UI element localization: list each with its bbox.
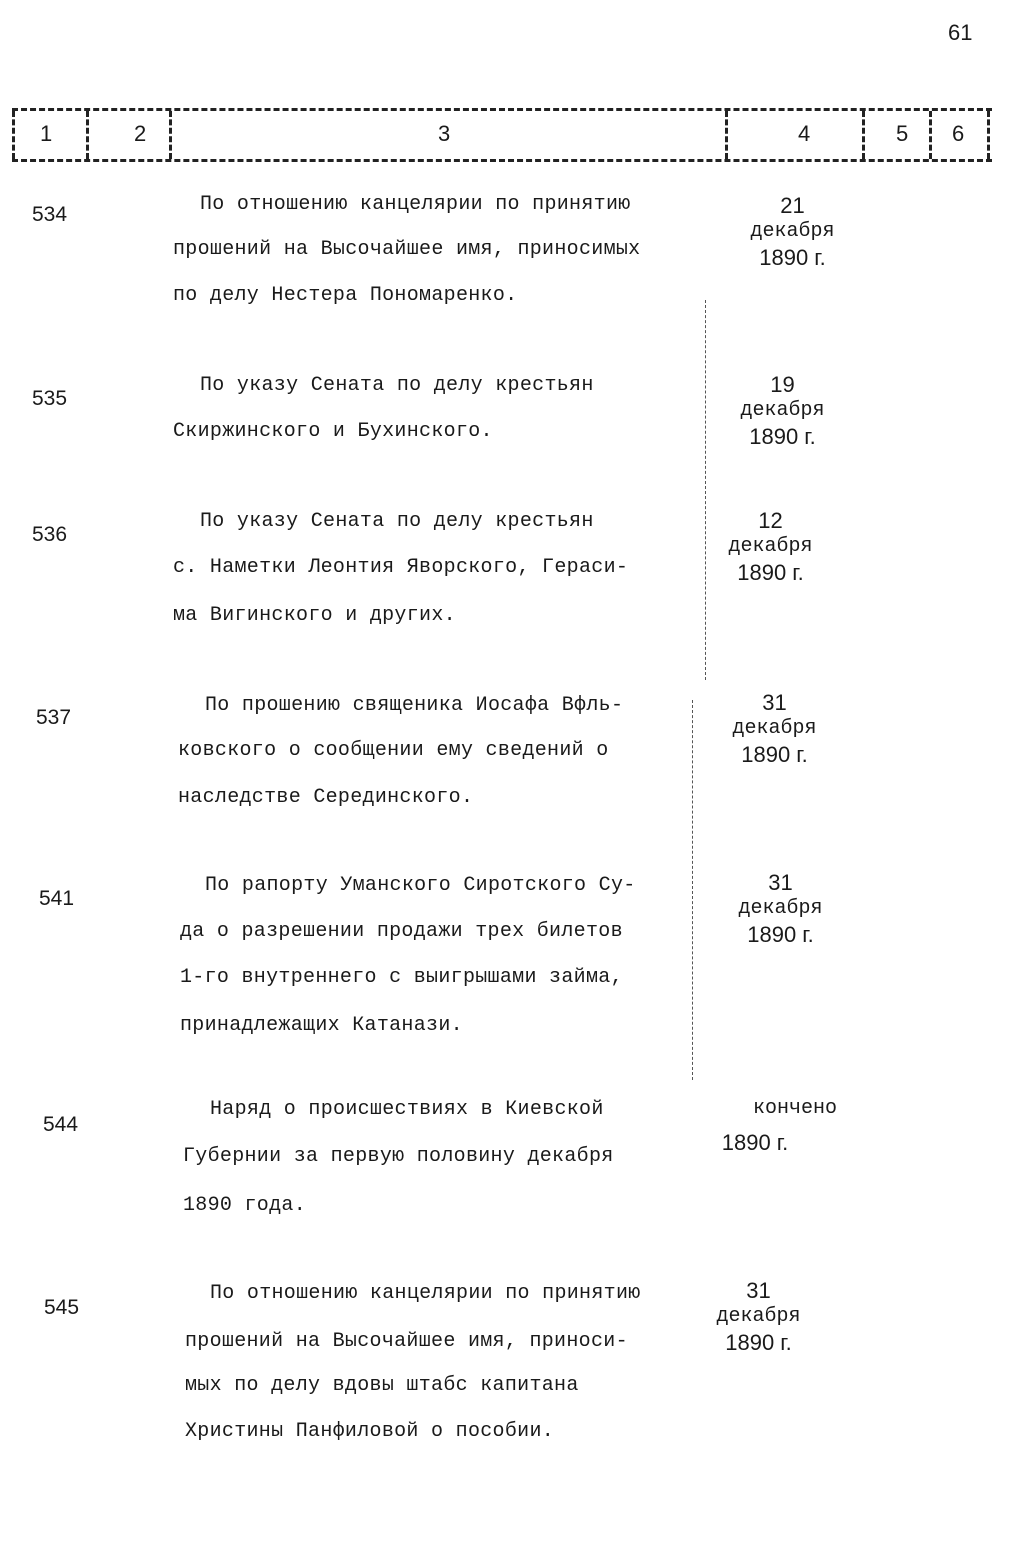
entry-date xyxy=(728,870,833,948)
date-year: 1890 г. xyxy=(747,922,814,947)
entry-date xyxy=(730,372,835,450)
entry-number: 541 xyxy=(39,887,75,910)
date-day: 19 xyxy=(770,372,795,397)
date-year: 1890 г. xyxy=(725,1330,792,1355)
date-day: 31 xyxy=(762,690,787,715)
date-year: 1890 г. xyxy=(749,424,816,449)
entry-date xyxy=(722,690,827,768)
entry-text-line: По отношению канцелярии по принятию xyxy=(200,193,631,216)
entry-number: 537 xyxy=(36,706,72,729)
entry-text-line: принадлежащих Катанази. xyxy=(180,1014,463,1037)
column-divider xyxy=(929,111,932,159)
column-divider xyxy=(987,111,990,159)
entry-text-line: Губернии за первую половину декабря xyxy=(183,1145,614,1168)
entry-date xyxy=(706,1278,811,1356)
entry-text-line: Скиржинского и Бухинского. xyxy=(173,420,493,443)
column-divider xyxy=(725,111,728,159)
column-label: 2 xyxy=(134,121,147,146)
entry-text-line: с. Наметки Леонтия Яворского, Гераси- xyxy=(173,556,629,579)
date-month: декабря xyxy=(750,220,835,243)
date-year: 1890 г. xyxy=(721,1130,789,1155)
entry-date xyxy=(740,193,845,271)
entry-text-line: ма Вигинского и других. xyxy=(173,604,456,627)
date-month: декабря xyxy=(732,717,817,740)
entry-text-line: да о разрешении продажи трех билетов xyxy=(180,920,623,943)
page-number: 61 xyxy=(948,20,973,45)
entry-date xyxy=(718,508,823,586)
entry-number: 544 xyxy=(43,1113,79,1136)
column-label: 6 xyxy=(952,121,965,146)
column-label: 1 xyxy=(40,121,53,146)
entry-text-line: По рапорту Уманского Сиротского Су- xyxy=(205,874,636,897)
entry-text-line: Наряд о происшествиях в Киевской xyxy=(210,1098,604,1121)
entry-number: 545 xyxy=(44,1296,80,1319)
date-month: декабря xyxy=(738,897,823,920)
margin-line xyxy=(705,300,706,680)
date-day: 31 xyxy=(746,1278,771,1303)
date-year: 1890 г. xyxy=(741,742,808,767)
margin-line xyxy=(692,700,693,1080)
date-day: 21 xyxy=(780,193,805,218)
entry-number: 535 xyxy=(32,387,68,410)
date-day: 12 xyxy=(758,508,783,533)
entry-text-line: Христины Панфиловой о пособии. xyxy=(185,1420,555,1443)
entry-text-line: прошений на Высочайшее имя, приноси- xyxy=(185,1330,628,1353)
entry-number: 534 xyxy=(32,203,68,226)
column-divider xyxy=(12,111,15,159)
date-month: декабря xyxy=(716,1305,801,1328)
entry-text-line: прошений на Высочайшее имя, приносимых xyxy=(173,238,641,261)
column-label: 3 xyxy=(438,121,451,146)
column-label: 5 xyxy=(896,121,909,146)
date-year: 1890 г. xyxy=(737,560,804,585)
entry-number: 536 xyxy=(32,523,68,546)
entry-text-line: 1890 года. xyxy=(183,1194,307,1217)
entry-date xyxy=(705,1130,805,1156)
entry-text-line: По указу Сената по делу крестьян xyxy=(200,510,594,533)
column-divider xyxy=(169,111,172,159)
entry-text-line: ковского о сообщении ему сведений о xyxy=(178,739,609,762)
entry-text-line: мых по делу вдовы штабс капитана xyxy=(185,1374,579,1397)
column-divider xyxy=(86,111,89,159)
entry-text-line: По отношению канцелярии по принятию xyxy=(210,1282,641,1305)
column-label: 4 xyxy=(798,121,811,146)
entry-date-status: кончено xyxy=(752,1097,837,1120)
date-day: 31 xyxy=(768,870,793,895)
column-divider xyxy=(862,111,865,159)
entry-text-line: По указу Сената по делу крестьян xyxy=(200,374,594,397)
column-header xyxy=(12,108,992,162)
entry-text-line: наследстве Серединского. xyxy=(178,786,474,809)
date-month: декабря xyxy=(740,399,825,422)
entry-text-line: 1-го внутреннего с выигрышами займа, xyxy=(180,966,623,989)
date-year: 1890 г. xyxy=(759,245,826,270)
entry-text-line: по делу Нестера Пономаренко. xyxy=(173,284,518,307)
entry-text-line: По прошению священика Иосафа Вфль- xyxy=(205,694,624,717)
date-month: декабря xyxy=(728,535,813,558)
